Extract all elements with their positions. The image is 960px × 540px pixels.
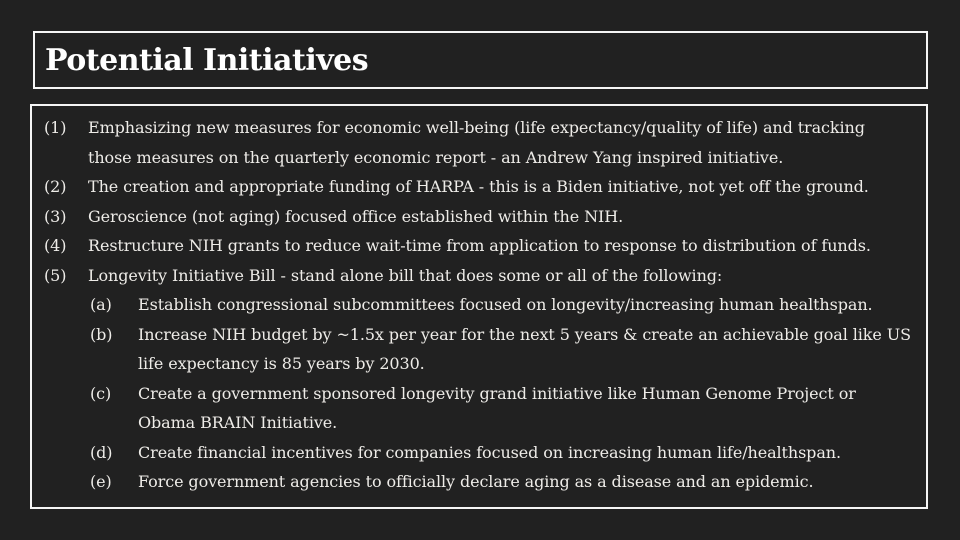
sub-initiative-c-marker-spacer <box>90 408 138 438</box>
sub-initiative-a <box>44 290 914 320</box>
sub-initiative-c-text: Create a government sponsored longevity grand initiative like Human Genome Project or <box>138 383 856 403</box>
initiative-1-text: Emphasizing new measures for economic well-being (life expectancy/quality of life) and tracking <box>88 118 865 137</box>
sub-initiative-b-text-continuation: life expectancy is 85 years by 2030. <box>138 354 425 373</box>
sub-initiative-e-text: Force government agencies to officially declare aging as a disease and an epidemic. <box>138 472 814 491</box>
initiative-5 <box>44 261 914 291</box>
slide-title: Potential Initiatives <box>45 42 369 78</box>
initiative-5-marker: (5) <box>44 265 67 285</box>
initiative-3-marker: (3) <box>44 206 67 226</box>
sub-initiative-c-text-continuation: Obama BRAIN Initiative. <box>138 413 338 432</box>
content-box <box>30 104 928 509</box>
sub-initiative-c-continuation <box>44 408 914 438</box>
sub-initiative-b <box>44 320 914 350</box>
initiative-2 <box>44 172 914 202</box>
sub-initiative-a-marker: (a) <box>90 295 112 314</box>
sub-initiative-c-marker: (c) <box>90 383 112 403</box>
sub-initiative-b-continuation <box>44 349 914 379</box>
initiative-4-marker: (4) <box>44 236 67 255</box>
sub-initiative-d-text: Create financial incentives for companies focused on increasing human life/healthspan. <box>138 442 841 462</box>
title-box <box>33 31 928 89</box>
initiative-4 <box>44 231 914 261</box>
initiative-1 <box>44 113 914 143</box>
sub-initiative-e-marker: (e) <box>90 472 112 491</box>
initiative-1-marker: (1) <box>44 118 67 137</box>
sub-initiative-b-marker-spacer <box>90 349 138 379</box>
sub-initiative-d-marker: (d) <box>90 442 113 462</box>
sub-initiative-a-text: Establish congressional subcommittees focused on longevity/increasing human healthspan. <box>138 295 873 314</box>
sub-initiative-c <box>44 379 914 409</box>
initiative-1-text-continuation: those measures on the quarterly economic report - an Andrew Yang inspired initiative. <box>88 147 784 167</box>
initiative-1-marker-spacer <box>44 143 88 173</box>
initiative-3-text: Geroscience (not aging) focused office established within the NIH. <box>88 206 624 226</box>
initiative-2-marker: (2) <box>44 177 67 196</box>
sub-initiative-b-marker: (b) <box>90 324 113 344</box>
sub-initiative-e <box>44 467 914 497</box>
initiative-1-continuation <box>44 143 914 173</box>
sub-initiative-b-text: Increase NIH budget by ~1.5x per year for the next 5 years & create an achievable goal like US <box>138 324 911 344</box>
initiative-3 <box>44 202 914 232</box>
initiative-2-text: The creation and appropriate funding of HARPA - this is a Biden initiative, not yet off the ground. <box>88 177 869 196</box>
initiative-5-text: Longevity Initiative Bill - stand alone bill that does some or all of the following: <box>88 265 723 285</box>
sub-initiative-d <box>44 438 914 468</box>
initiative-4-text: Restructure NIH grants to reduce wait-time from application to response to distribution of funds. <box>88 236 871 255</box>
